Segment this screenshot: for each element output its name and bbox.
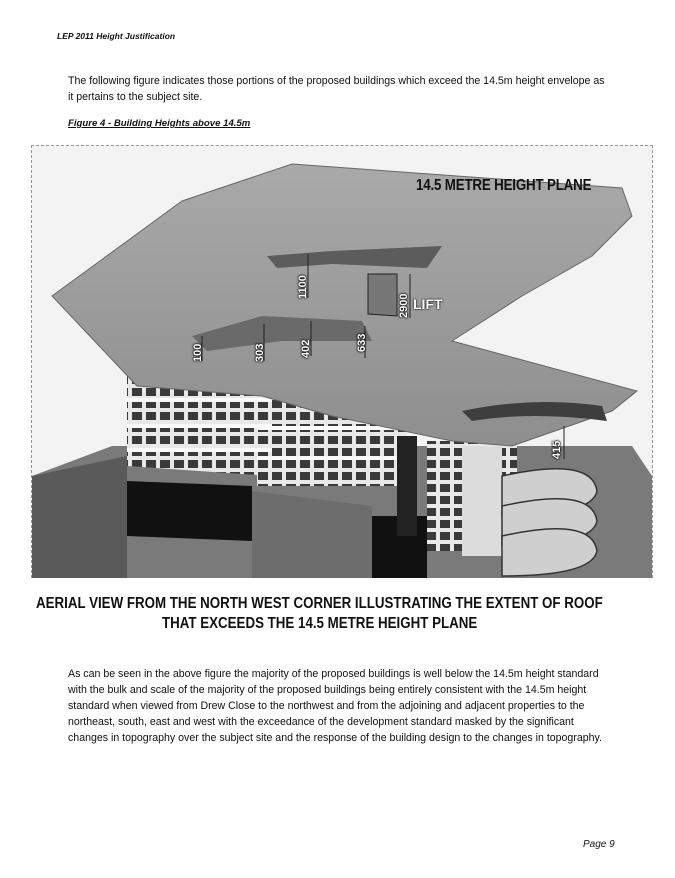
dimension-label: 100 (192, 343, 204, 362)
dimension-label: 633 (356, 333, 368, 352)
height-plane-label: 14.5 METRE HEIGHT PLANE (416, 177, 592, 194)
figure-caption: Figure 4 - Building Heights above 14.5m (68, 118, 251, 129)
building-heights-figure (31, 145, 653, 578)
aerial-caption-line-2: THAT EXCEEDS THE 14.5 METRE HEIGHT PLANE (162, 615, 478, 632)
body-paragraph: As can be seen in the above figure the majority of the proposed buildings is well below the 14.5m height standard with the bulk and scale of the majority of the proposed buildings being entirely consistent with the 14.5m height standard when viewed from Drew Close to the northwest and from the adjoining and adjacent properties to the northeast, south, east and west with the exceedance of the development standard masked by the significant changes in topography over the subject site and the response of the building design to the changes in topography. (68, 668, 602, 744)
dimension-label: 402 (300, 339, 312, 358)
dimension-label: 2900 (398, 293, 410, 318)
intro-paragraph: The following figure indicates those portions of the proposed buildings which exceed the 14.5m height envelope as it pertains to the subject site. (68, 75, 605, 103)
document-header: LEP 2011 Height Justification (57, 31, 176, 41)
aerial-caption-line-1: AERIAL VIEW FROM THE NORTH WEST CORNER ILLUSTRATING THE EXTENT OF ROOF (36, 595, 603, 612)
dimension-label: 1100 (297, 275, 309, 299)
aerial-rendering (32, 146, 652, 578)
dimension-label: 303 (254, 343, 266, 362)
lift-label: LIFT (413, 296, 443, 312)
dimension-label: 415 (551, 440, 563, 459)
page-number: Page 9 (583, 839, 615, 850)
aerial-view-caption (36, 594, 616, 634)
